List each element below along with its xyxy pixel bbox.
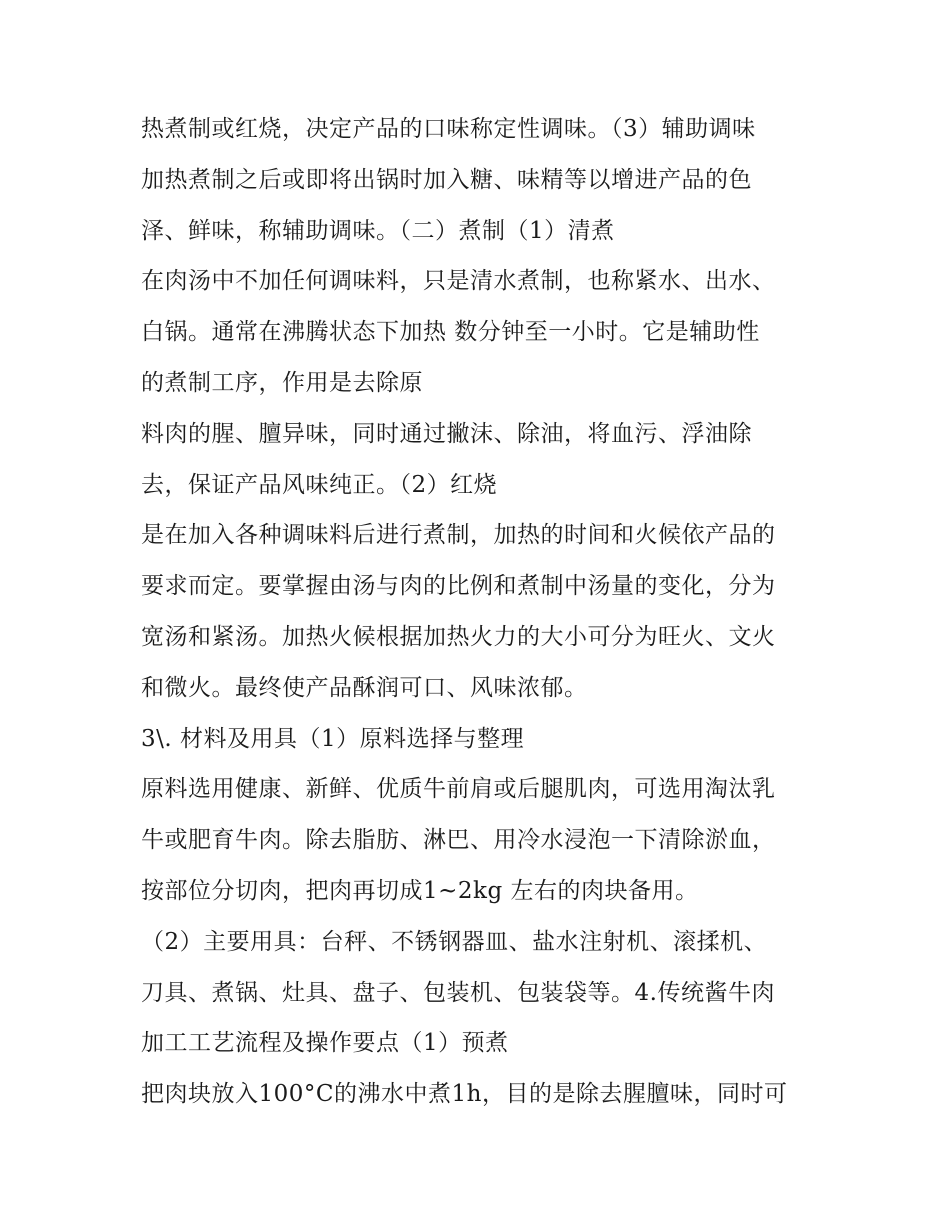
text-line: 的煮制工序，作用是去除原 <box>141 369 423 396</box>
text-line: 3\. 材料及用具（1）原料选择与整理 <box>141 725 525 752</box>
text-line: 加工工艺流程及操作要点（1）预煮 <box>141 1030 509 1057</box>
text-line: 宽汤和紧汤。加热火候根据加热火力的大小可分为旺火、文火 <box>141 623 776 650</box>
text-line: （2）主要用具：台秤、不锈钢器皿、盐水注射机、滚揉机、 <box>141 928 768 955</box>
text-line: 热煮制或红烧，决定产品的口味称定性调味。（3）辅助调味 <box>141 116 756 142</box>
text-line: 牛或肥育牛肉。除去脂肪、淋巴、用冷水浸泡一下清除淤血， <box>141 827 776 854</box>
text-line: 加热煮制之后或即将出锅时加入糖、味精等以增进产品的色 <box>141 166 752 193</box>
text-line: 在肉汤中不加任何调味料，只是清水煮制，也称紧水、出水、 <box>141 268 776 295</box>
body-text <box>141 104 821 1120</box>
text-line: 按部位分切肉，把肉再切成1~2kg 左右的肉块备用。 <box>141 877 699 904</box>
text-line: 要求而定。要掌握由汤与肉的比例和煮制中汤量的变化，分为 <box>141 573 776 600</box>
text-line: 原料选用健康、新鲜、优质牛前肩或后腿肌肉，可选用淘汰乳 <box>141 776 776 803</box>
text-line: 和微火。最终使产品酥润可口、风味浓郁。 <box>141 674 588 701</box>
text-line: 把肉块放入100°C的沸水中煮1h，目的是除去腥膻味，同时可 <box>141 1081 788 1108</box>
text-line: 刀具、煮锅、灶具、盘子、包装机、包装袋等。4.传统酱牛肉 <box>141 979 775 1006</box>
text-line: 白锅。通常在沸腾状态下加热 数分钟至一小时。它是辅助性 <box>141 319 760 346</box>
text-line: 料肉的腥、膻异味，同时通过撇沫、除油，将血污、浮油除 <box>141 420 752 447</box>
text-line: 泽、鲜味，称辅助调味。（二）煮制（1）清煮 <box>141 217 615 244</box>
text-line: 是在加入各种调味料后进行煮制，加热的时间和火候依产品的 <box>141 522 776 549</box>
text-line: 去，保证产品风味纯正。（2）红烧 <box>141 471 498 498</box>
